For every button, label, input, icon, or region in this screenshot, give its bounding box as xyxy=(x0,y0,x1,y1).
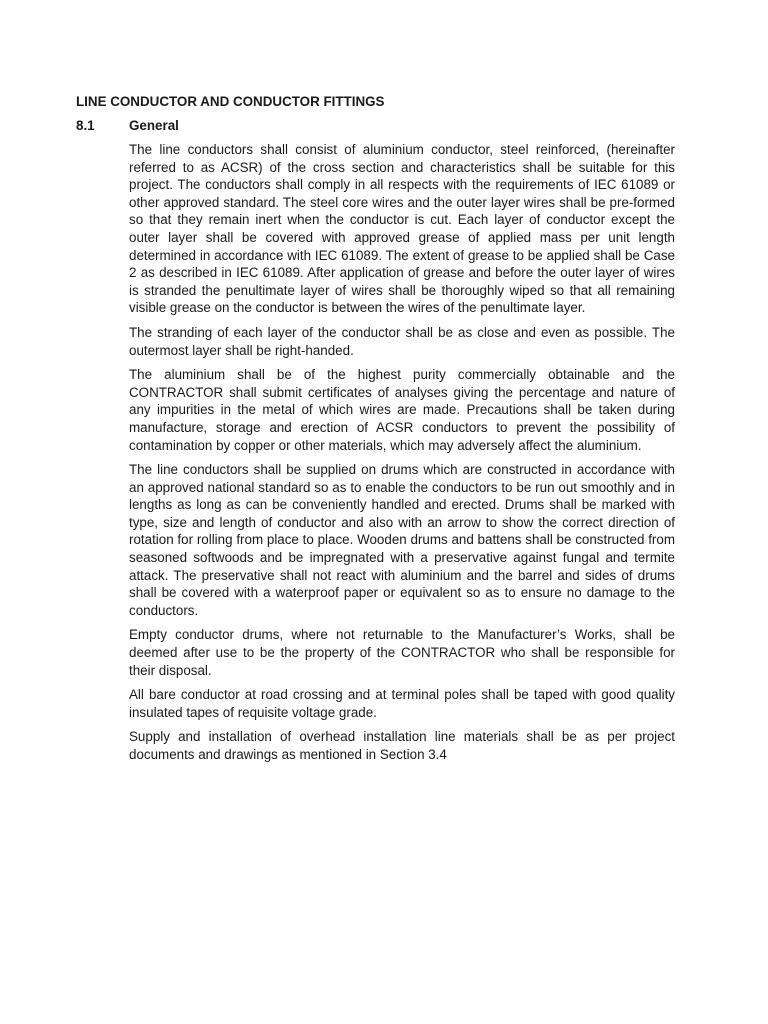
paragraph-conductor-spec: The line conductors shall consist of aluminium conductor, steel reinforced, (hereinafter referred to as ACSR) of the cross section and characteristics shall be suitable for this project. The conductors shall comply in all respects with the requirements of IEC 61089 or other approved standard. The steel core wires and the outer layer wires shall be pre-formed so that they remain inert when the conductor is cut. Each layer of conductor except the outer layer shall be covered with approved grease of applied mass per unit length determined in accordance with IEC 61089. The extent of grease to be applied shall be Case 2 as described in IEC 61089. After application of grease and before the outer layer of wires is stranded the penultimate layer of wires shall be thoroughly wiped so that all remaining visible grease on the conductor is between the wires of the penultimate layer. xyxy=(129,142,675,316)
section-number: 8.1 xyxy=(76,118,95,133)
section-body xyxy=(129,141,675,771)
paragraph-drums: The line conductors shall be supplied on drums which are constructed in accordance with an approved national standard so as to enable the conductors to be run out smoothly and in lengths as long as can be conveniently handled and erected. Drums shall be marked with type, size and length of conductor and also with an arrow to show the correct direction of rotation for rolling from place to place. Wooden drums and battens shall be constructed from seasoned softwoods and be impregnated with a preservative against fungal and termite attack. The preservative shall not react with aluminium and the barrel and sides of drums shall be covered with a waterproof paper or equivalent so as to ensure no damage to the conductors. xyxy=(129,462,675,618)
document-title: LINE CONDUCTOR AND CONDUCTOR FITTINGS xyxy=(76,94,385,109)
paragraph-empty-drums: Empty conductor drums, where not returnable to the Manufacturer’s Works, shall be deemed after use to be the property of the CONTRACTOR who shall be responsible for their disposal. xyxy=(129,627,675,678)
paragraph-bare-conductor: All bare conductor at road crossing and at terminal poles shall be taped with good quality insulated tapes of requisite voltage grade. xyxy=(129,687,675,720)
paragraph-stranding: The stranding of each layer of the conductor shall be as close and even as possible. The outermost layer shall be right-handed. xyxy=(129,324,675,358)
section-title: General xyxy=(129,118,179,133)
paragraph-aluminium-purity: The aluminium shall be of the highest purity commercially obtainable and the CONTRACTOR shall submit certificates of analyses giving the percentage and nature of any impurities in the metal of which wires are made. Precautions shall be taken during manufacture, storage and erection of ACSR conductors to prevent the possibility of contamination by copper or other materials, which may adversely affect the aluminium. xyxy=(129,367,675,453)
paragraph-supply-installation: Supply and installation of overhead installation line materials shall be as per project documents and drawings as mentioned in Section 3.4 xyxy=(129,729,675,762)
